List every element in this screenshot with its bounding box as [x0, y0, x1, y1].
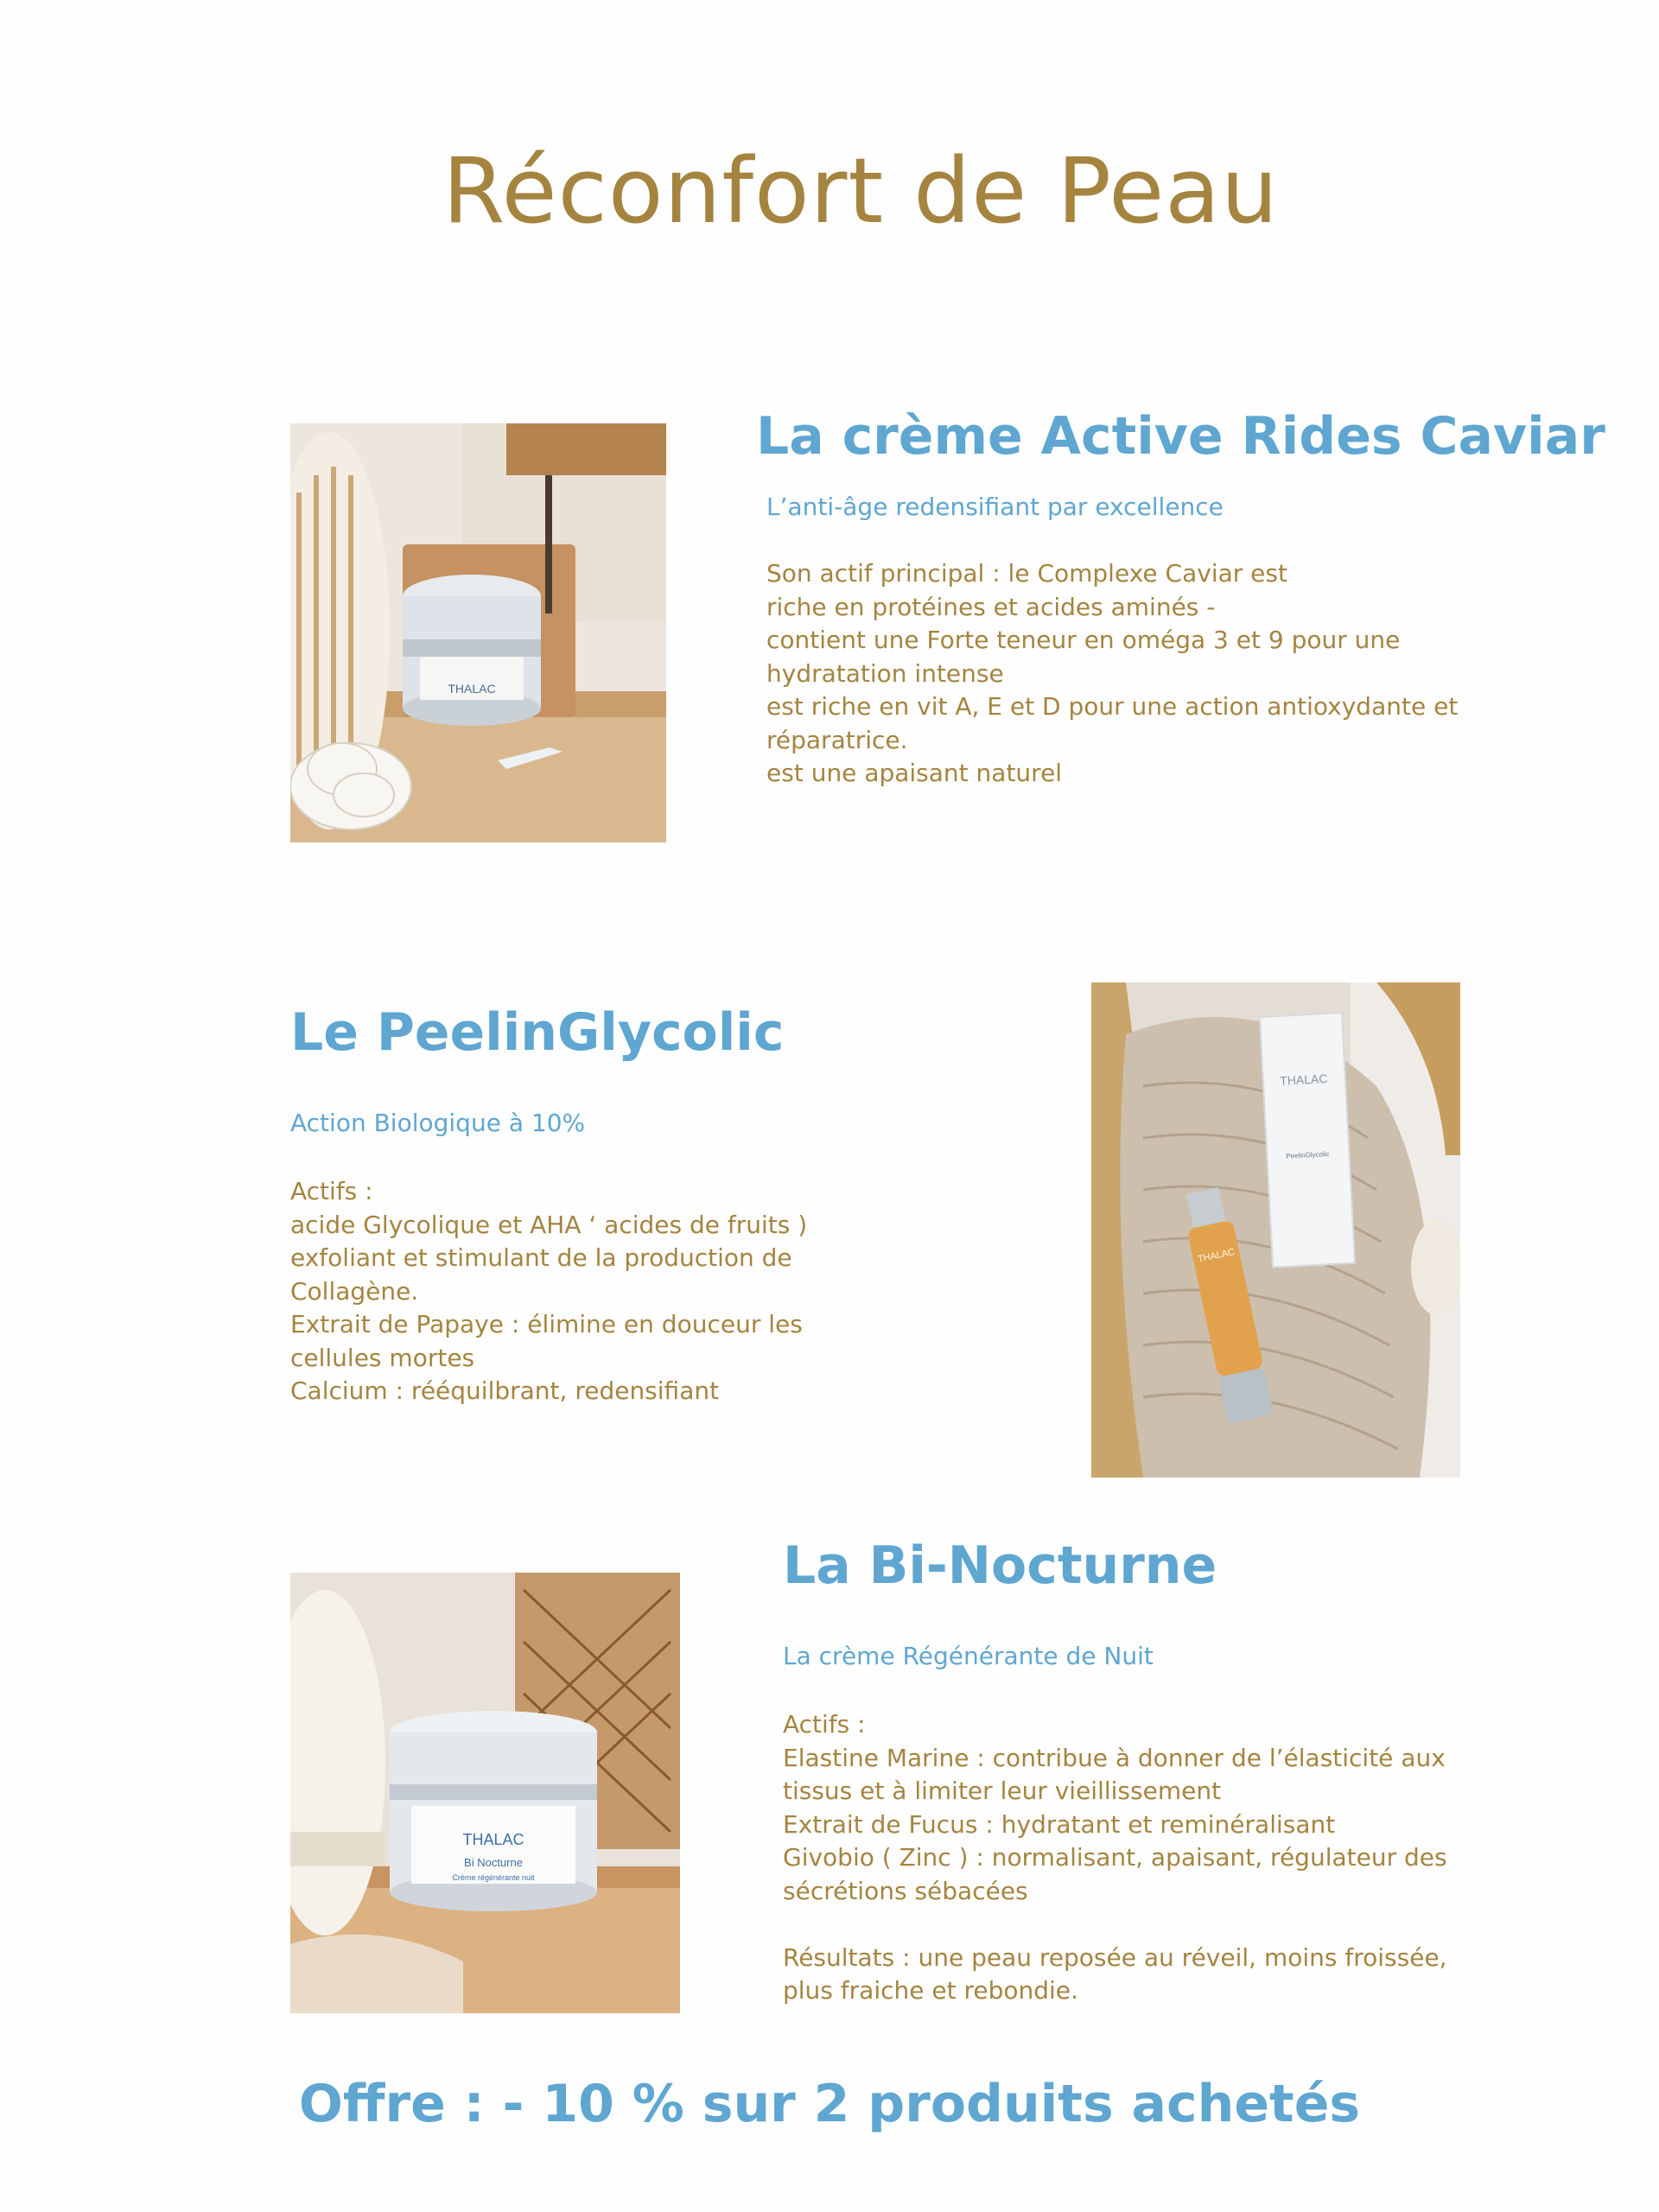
description-line: Son actif principal : le Complexe Caviar est — [766, 559, 1287, 588]
description-line: Extrait de Fucus : hydratant et reminéralisant — [783, 1809, 1336, 1839]
svg-text:THALAC: THALAC — [462, 1831, 524, 1848]
description-line: exfoliant et stimulant de la production de — [290, 1243, 792, 1272]
svg-text:THALAC: THALAC — [1279, 1071, 1328, 1088]
description-line: réparatrice. — [766, 725, 908, 754]
description-line: Actifs : — [290, 1177, 373, 1205]
product-description-active-rides-caviar — [766, 557, 1458, 791]
description-line: Actifs : — [783, 1710, 866, 1738]
description-line: cellules mortes — [290, 1343, 475, 1372]
product-title-bi-nocturne: La Bi-Nocturne — [783, 1535, 1217, 1596]
description-line: riche en protéines et acides aminés - — [766, 592, 1216, 621]
description-line: Résultats : une peau reposée au réveil, moins froissée, — [783, 1942, 1447, 1972]
description-line: Givobio ( Zinc ) : normalisant, apaisant, régulateur des — [783, 1843, 1447, 1872]
description-line: plus fraiche et rebondie. — [783, 1976, 1078, 2005]
description-line: Collagène. — [290, 1276, 419, 1306]
description-line: est une apaisant naturel — [766, 759, 1063, 787]
svg-text:THALAC: THALAC — [448, 682, 496, 696]
svg-text:THALAC: THALAC — [1197, 1246, 1236, 1265]
product-photo-active-rides-caviar — [290, 423, 666, 842]
description-line: est riche en vit A, E et D pour une action antioxydante et — [766, 692, 1459, 721]
offer-banner: Offre : - 10 % sur 2 produits achetés — [298, 2074, 1361, 2134]
svg-text:Bi Nocturne: Bi Nocturne — [464, 1856, 523, 1869]
product-title-active-rides-caviar: La crème Active Rides Caviar — [756, 406, 1605, 467]
svg-text:PeelinGlycolic: PeelinGlycolic — [1286, 1150, 1330, 1160]
product-subtitle-active-rides-caviar: L’anti-âge redensifiant par excellence — [766, 493, 1224, 521]
description-line: acide Glycolique et AHA ‘ acides de fruits ) — [290, 1210, 808, 1239]
product-photo-bi-nocturne — [290, 1573, 680, 2013]
description-line: Extrait de Papaye : élimine en douceur les — [290, 1310, 803, 1338]
description-line: sécrétions sébacées — [783, 1876, 1028, 1905]
jar-on-shelf-illustration — [290, 423, 666, 842]
product-subtitle-peelinglycolic: Action Biologique à 10% — [290, 1109, 586, 1137]
description-line: Calcium : rééquilbrant, redensifiant — [290, 1376, 720, 1405]
product-title-peelinglycolic: Le PeelinGlycolic — [290, 1002, 785, 1063]
bi-nocturne-jar-illustration — [290, 1573, 680, 2013]
page-title: Réconfort de Peau — [442, 138, 1279, 244]
description-line: tissus et à limiter leur vieillissement — [783, 1777, 1222, 1805]
product-subtitle-bi-nocturne: La crème Régénérante de Nuit — [783, 1642, 1154, 1670]
description-line: Elastine Marine : contribue à donner de l’élasticité aux — [783, 1743, 1446, 1772]
bottle-on-knit-illustration — [1091, 982, 1460, 1478]
description-line: hydratation intense — [766, 658, 1004, 688]
description-line — [783, 1908, 1447, 1942]
description-line: contient une Forte teneur en oméga 3 et 9 pour une — [766, 626, 1401, 654]
product-description-peelinglycolic — [290, 1175, 807, 1408]
product-description-bi-nocturne — [783, 1708, 1447, 2008]
svg-text:Crème régénérante nuit: Crème régénérante nuit — [452, 1873, 535, 1882]
product-photo-peelinglycolic — [1091, 982, 1460, 1478]
